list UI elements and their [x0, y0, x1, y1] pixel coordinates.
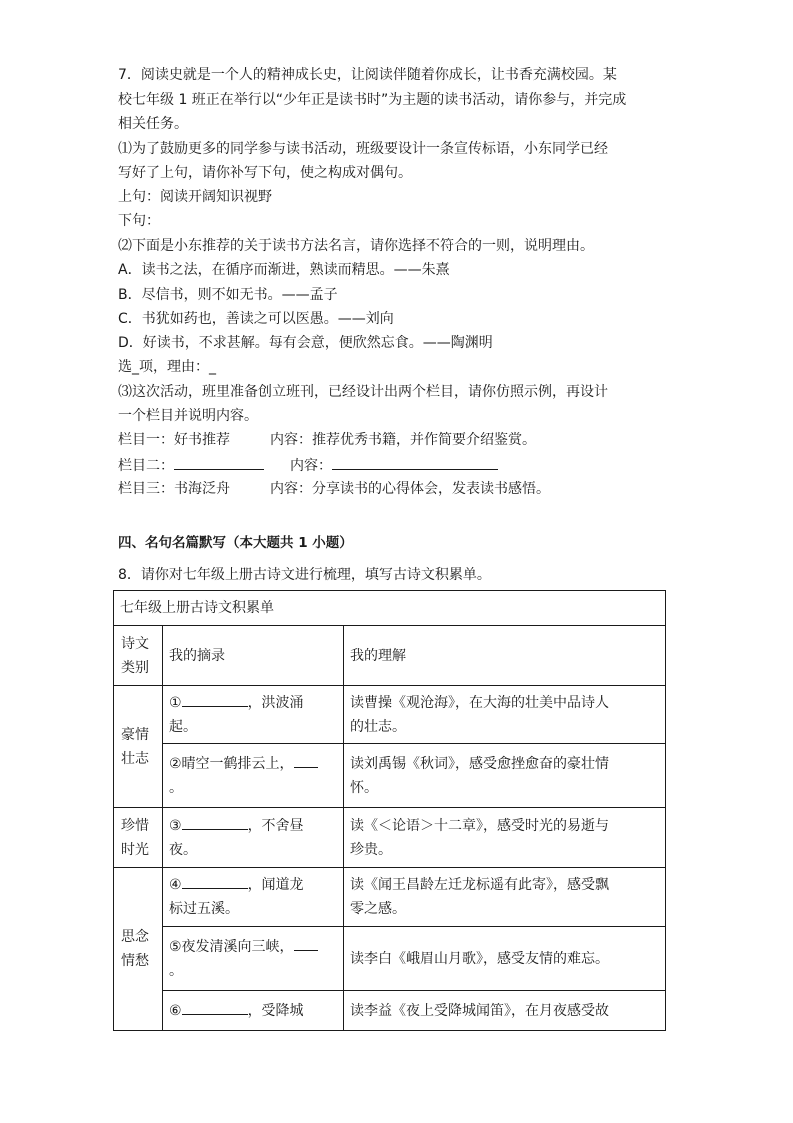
category-cell: 思念 情愁: [114, 868, 163, 1031]
column-one-content: 内容：推荐优秀书籍，并作简要介绍鉴赏。: [270, 432, 536, 448]
column-two-row: [118, 455, 498, 476]
column-three-row: [118, 479, 550, 499]
category-cell: 珍惜 时光: [114, 808, 163, 868]
q7-option-c: C．书犹如药也，善读之可以医愚。——刘向: [118, 311, 394, 327]
understanding-cell: 读李益《夜上受降城闻笛》，在月夜感受故: [344, 991, 666, 1031]
column-two-name-blank[interactable]: [174, 455, 264, 470]
table-row: [114, 868, 666, 927]
column-three-content: 内容：分享读书的心得体会，发表读书感悟。: [270, 481, 550, 497]
q8-stem: 8．请你对七年级上册古诗文进行梳理，填写古诗文积累单。: [118, 567, 491, 583]
table-row: [114, 744, 666, 808]
q7-stem-line2: 校七年级 1 班正在举行以“少年正是读书时”为主题的读书活动，请你参与，并完成: [118, 92, 627, 108]
fill-blank-1[interactable]: [182, 691, 248, 707]
understanding-cell: 读曹操《观沧海》，在大海的壮美中品诗人 的壮志。: [344, 686, 666, 744]
q7-part3-line1: ⑶这次活动，班里准备创立班刊，已经设计出两个栏目，请你仿照示例，再设计: [118, 384, 608, 400]
table-row: [114, 686, 666, 744]
excerpt-cell: ③ ，不舍昼 夜。: [163, 808, 344, 868]
column-two-content-blank[interactable]: [332, 455, 498, 470]
q7-option-d: D．好读书，不求甚解。每有会意，便欣然忘食。——陶渊明: [118, 335, 493, 351]
section-four-heading: 四、名句名篇默写（本大题共 1 小题）: [118, 535, 353, 551]
excerpt-cell: ⑤夜发清溪向三峡， 。: [163, 927, 344, 991]
fill-blank-2[interactable]: [294, 752, 318, 768]
fill-blank-5[interactable]: [294, 935, 318, 951]
header-excerpt: 我的摘录: [163, 626, 344, 686]
category-cell: 豪情 壮志: [114, 686, 163, 808]
q7-option-a: A．读书之法，在循序而渐进，熟读而精思。——朱熹: [118, 262, 450, 278]
column-two-name: 栏目二：: [118, 458, 174, 474]
excerpt-cell: ① ，洪波涌 起。: [163, 686, 344, 744]
excerpt-cell: ⑥ ，受降城: [163, 991, 344, 1031]
excerpt-cell: ④ ，闻道龙 标过五溪。: [163, 868, 344, 927]
table-title-row: [114, 591, 666, 626]
q7-part3-line2: 一个栏目并说明内容。: [118, 408, 258, 424]
q7-stem-line1: 7．阅读史就是一个人的精神成长史，让阅读伴随着你成长，让书香充满校园。某: [118, 67, 617, 83]
q7-lower-line: 下句：: [118, 213, 160, 229]
q7-option-b: B．尽信书，则不如无书。——孟子: [118, 287, 338, 303]
q7-stem-line3: 相关任务。: [118, 116, 188, 132]
column-three-name: 栏目三：书海泛舟: [118, 481, 230, 497]
table-header-row: [114, 626, 666, 686]
table-row: [114, 991, 666, 1031]
table-row: [114, 808, 666, 868]
header-understanding: 我的理解: [344, 626, 666, 686]
fill-blank-6[interactable]: [182, 999, 248, 1015]
q7-part1-line2: 写好了上句，请你补写下句，使之构成对偶句。: [118, 165, 412, 181]
fill-blank-3[interactable]: [182, 814, 248, 830]
understanding-cell: 读刘禹锡《秋词》，感受愈挫愈奋的豪壮情 怀。: [344, 744, 666, 808]
q7-choose-reason: 选_项，理由：_: [118, 359, 216, 375]
table-row: [114, 927, 666, 991]
excerpt-cell: ②晴空一鹤排云上， 。: [163, 744, 344, 808]
column-two-content: 内容：: [290, 458, 332, 474]
table-title: 七年级上册古诗文积累单: [114, 591, 666, 626]
q7-part1-line1: ⑴为了鼓励更多的同学参与读书活动，班级要设计一条宣传标语，小东同学已经: [118, 141, 608, 157]
column-one-name: 栏目一：好书推荐: [118, 432, 230, 448]
column-one-row: [118, 430, 536, 450]
q7-upper-line: 上句：阅读开阔知识视野: [118, 189, 272, 205]
understanding-cell: 读《闻王昌龄左迁龙标遥有此寄》，感受飘 零之感。: [344, 868, 666, 927]
fill-blank-4[interactable]: [182, 873, 248, 889]
poetry-accumulation-table: [113, 590, 666, 1031]
q7-part2: ⑵下面是小东推荐的关于读书方法名言，请你选择不符合的一则，说明理由。: [118, 238, 594, 254]
understanding-cell: 读李白《峨眉山月歌》，感受友情的难忘。: [344, 927, 666, 991]
understanding-cell: 读《＜论语＞十二章》，感受时光的易逝与 珍贵。: [344, 808, 666, 868]
header-category: 诗文 类别: [114, 626, 163, 686]
